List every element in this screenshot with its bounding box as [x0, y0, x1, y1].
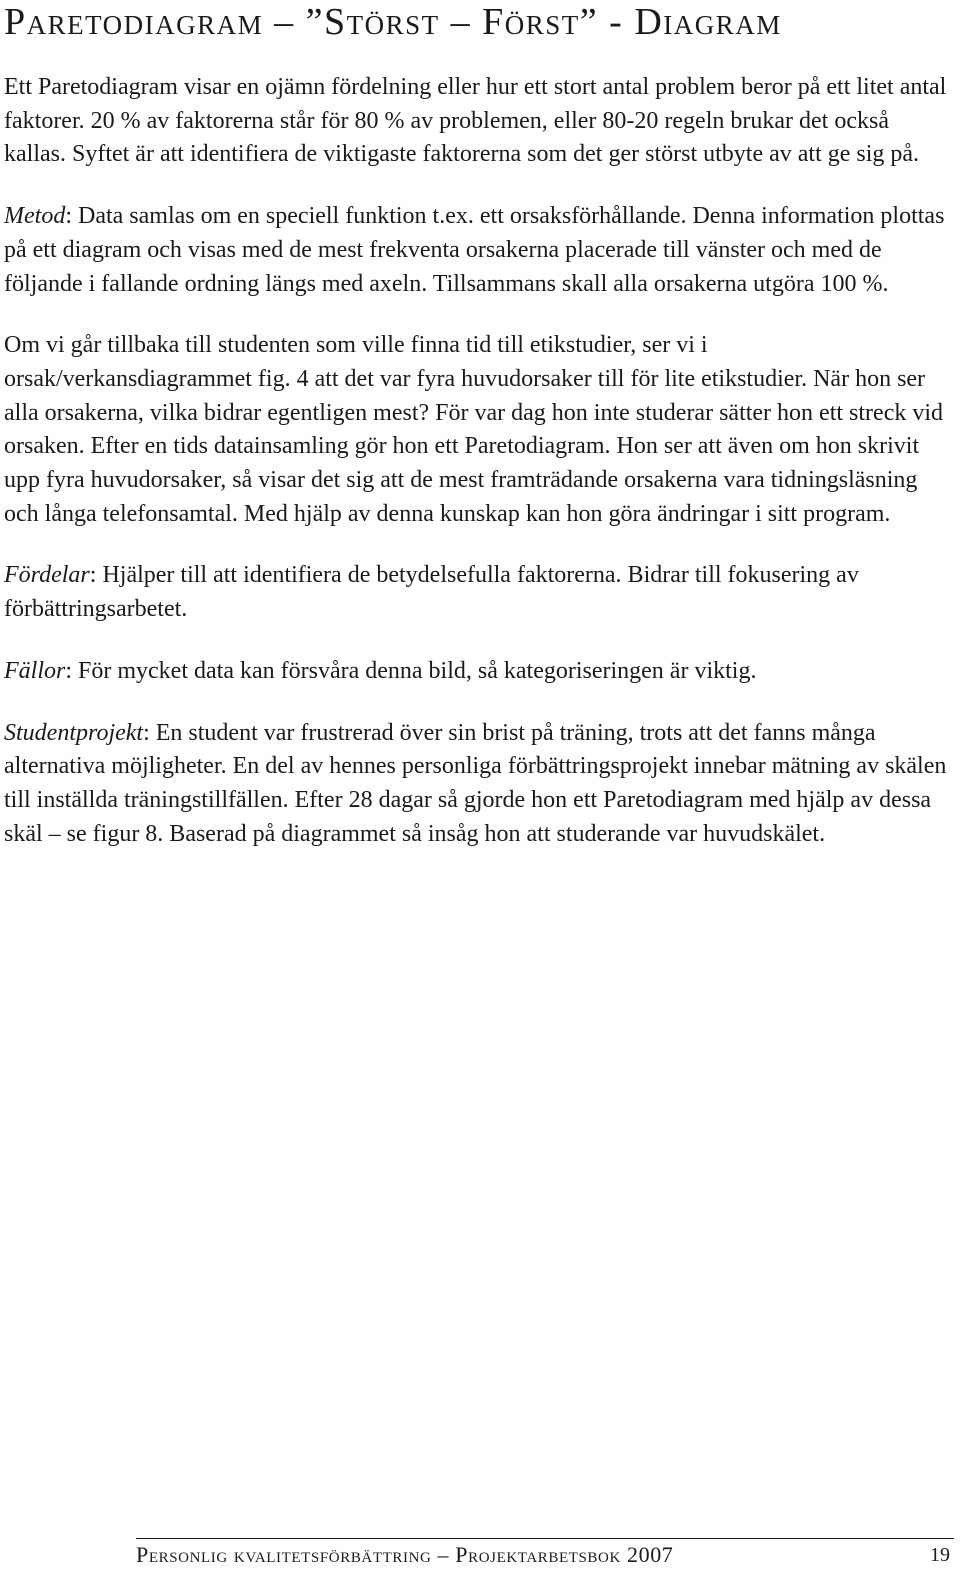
footer-rule — [136, 1538, 954, 1539]
paragraph-studentprojekt — [4, 717, 954, 852]
page-number: 19 — [930, 1544, 950, 1566]
paragraph-fordelar-lead: Fördelar — [4, 562, 90, 589]
paragraph-intro: Ett Paretodiagram visar en ojämn fördelning eller hur ett stort antal problem beror på ett litet antal faktorer. 20 % av faktorerna står för 80 % av problemen, eller 80-20 regeln brukar det också kallas. Syftet är att identifiera de viktigaste faktorerna som det ger störst utbyte av att ge sig på. — [4, 74, 947, 168]
document-body — [4, 71, 954, 879]
paragraph-metod — [4, 200, 954, 301]
paragraph-metod-lead: Metod — [4, 203, 66, 230]
paragraph-studentprojekt-text: : En student var frustrerad över sin brist på träning, trots att det fanns många alternativa möjligheter. En del av hennes personliga förbättringsprojekt innebar mätning av skälen till inställda träningstillfällen. Efter 28 dagar så gjorde hon ett Paretodiagram med hjälp av dessa skäl – se figur 8. Baserad på diagrammet så insåg hon att studerande var huvudskälet. — [4, 719, 947, 847]
paragraph-studentprojekt-lead: Studentprojekt — [4, 719, 144, 746]
page-title: Paretodiagram – ”Störst – Först” - Diagram — [4, 1, 782, 43]
paragraph-fallor — [4, 655, 954, 689]
paragraph-metod-text: : Data samlas om en speciell funktion t.ex. ett orsaksförhållande. Denna information plottas på ett diagram och visas med de mest frekventa orsakerna placerade till vänster och med de följande i fallande ordning längs med axeln. Tillsammans skall alla orsakerna utgöra 100 %. — [4, 203, 945, 297]
paragraph-fallor-lead: Fällor — [4, 657, 66, 684]
paragraph-fordelar-text: : Hjälper till att identifiera de betydelsefulla faktorerna. Bidrar till fokusering av förbättringsarbetet. — [4, 562, 859, 623]
paragraph-fallor-text: : För mycket data kan försvåra denna bild, så kategoriseringen är viktig. — [65, 657, 757, 684]
paragraph-fordelar — [4, 559, 954, 626]
page-footer — [136, 1538, 954, 1572]
paragraph-example: Om vi går tillbaka till studenten som ville finna tid till etikstudier, ser vi i orsak/verkansdiagrammet fig. 4 att det var fyra huvudorsaker till för lite etikstudier. När hon ser alla orsakerna, vilka bidrar egentligen mest? För var dag hon inte studerar sätter hon ett streck vid orsaken. Efter en tids datainsamling gör hon ett Paretodiagram. Hon ser att även om hon skrivit upp fyra huvudorsaker, så visar det sig att de mest framträdande orsakerna vara tidningsläsning och långa telefonsamtal. Med hjälp av denna kunskap kan hon göra ändringar i sitt program. — [4, 332, 944, 527]
footer-title: Personlig kvalitetsförbättring – Projektarbetsbok 2007 — [136, 1542, 674, 1567]
